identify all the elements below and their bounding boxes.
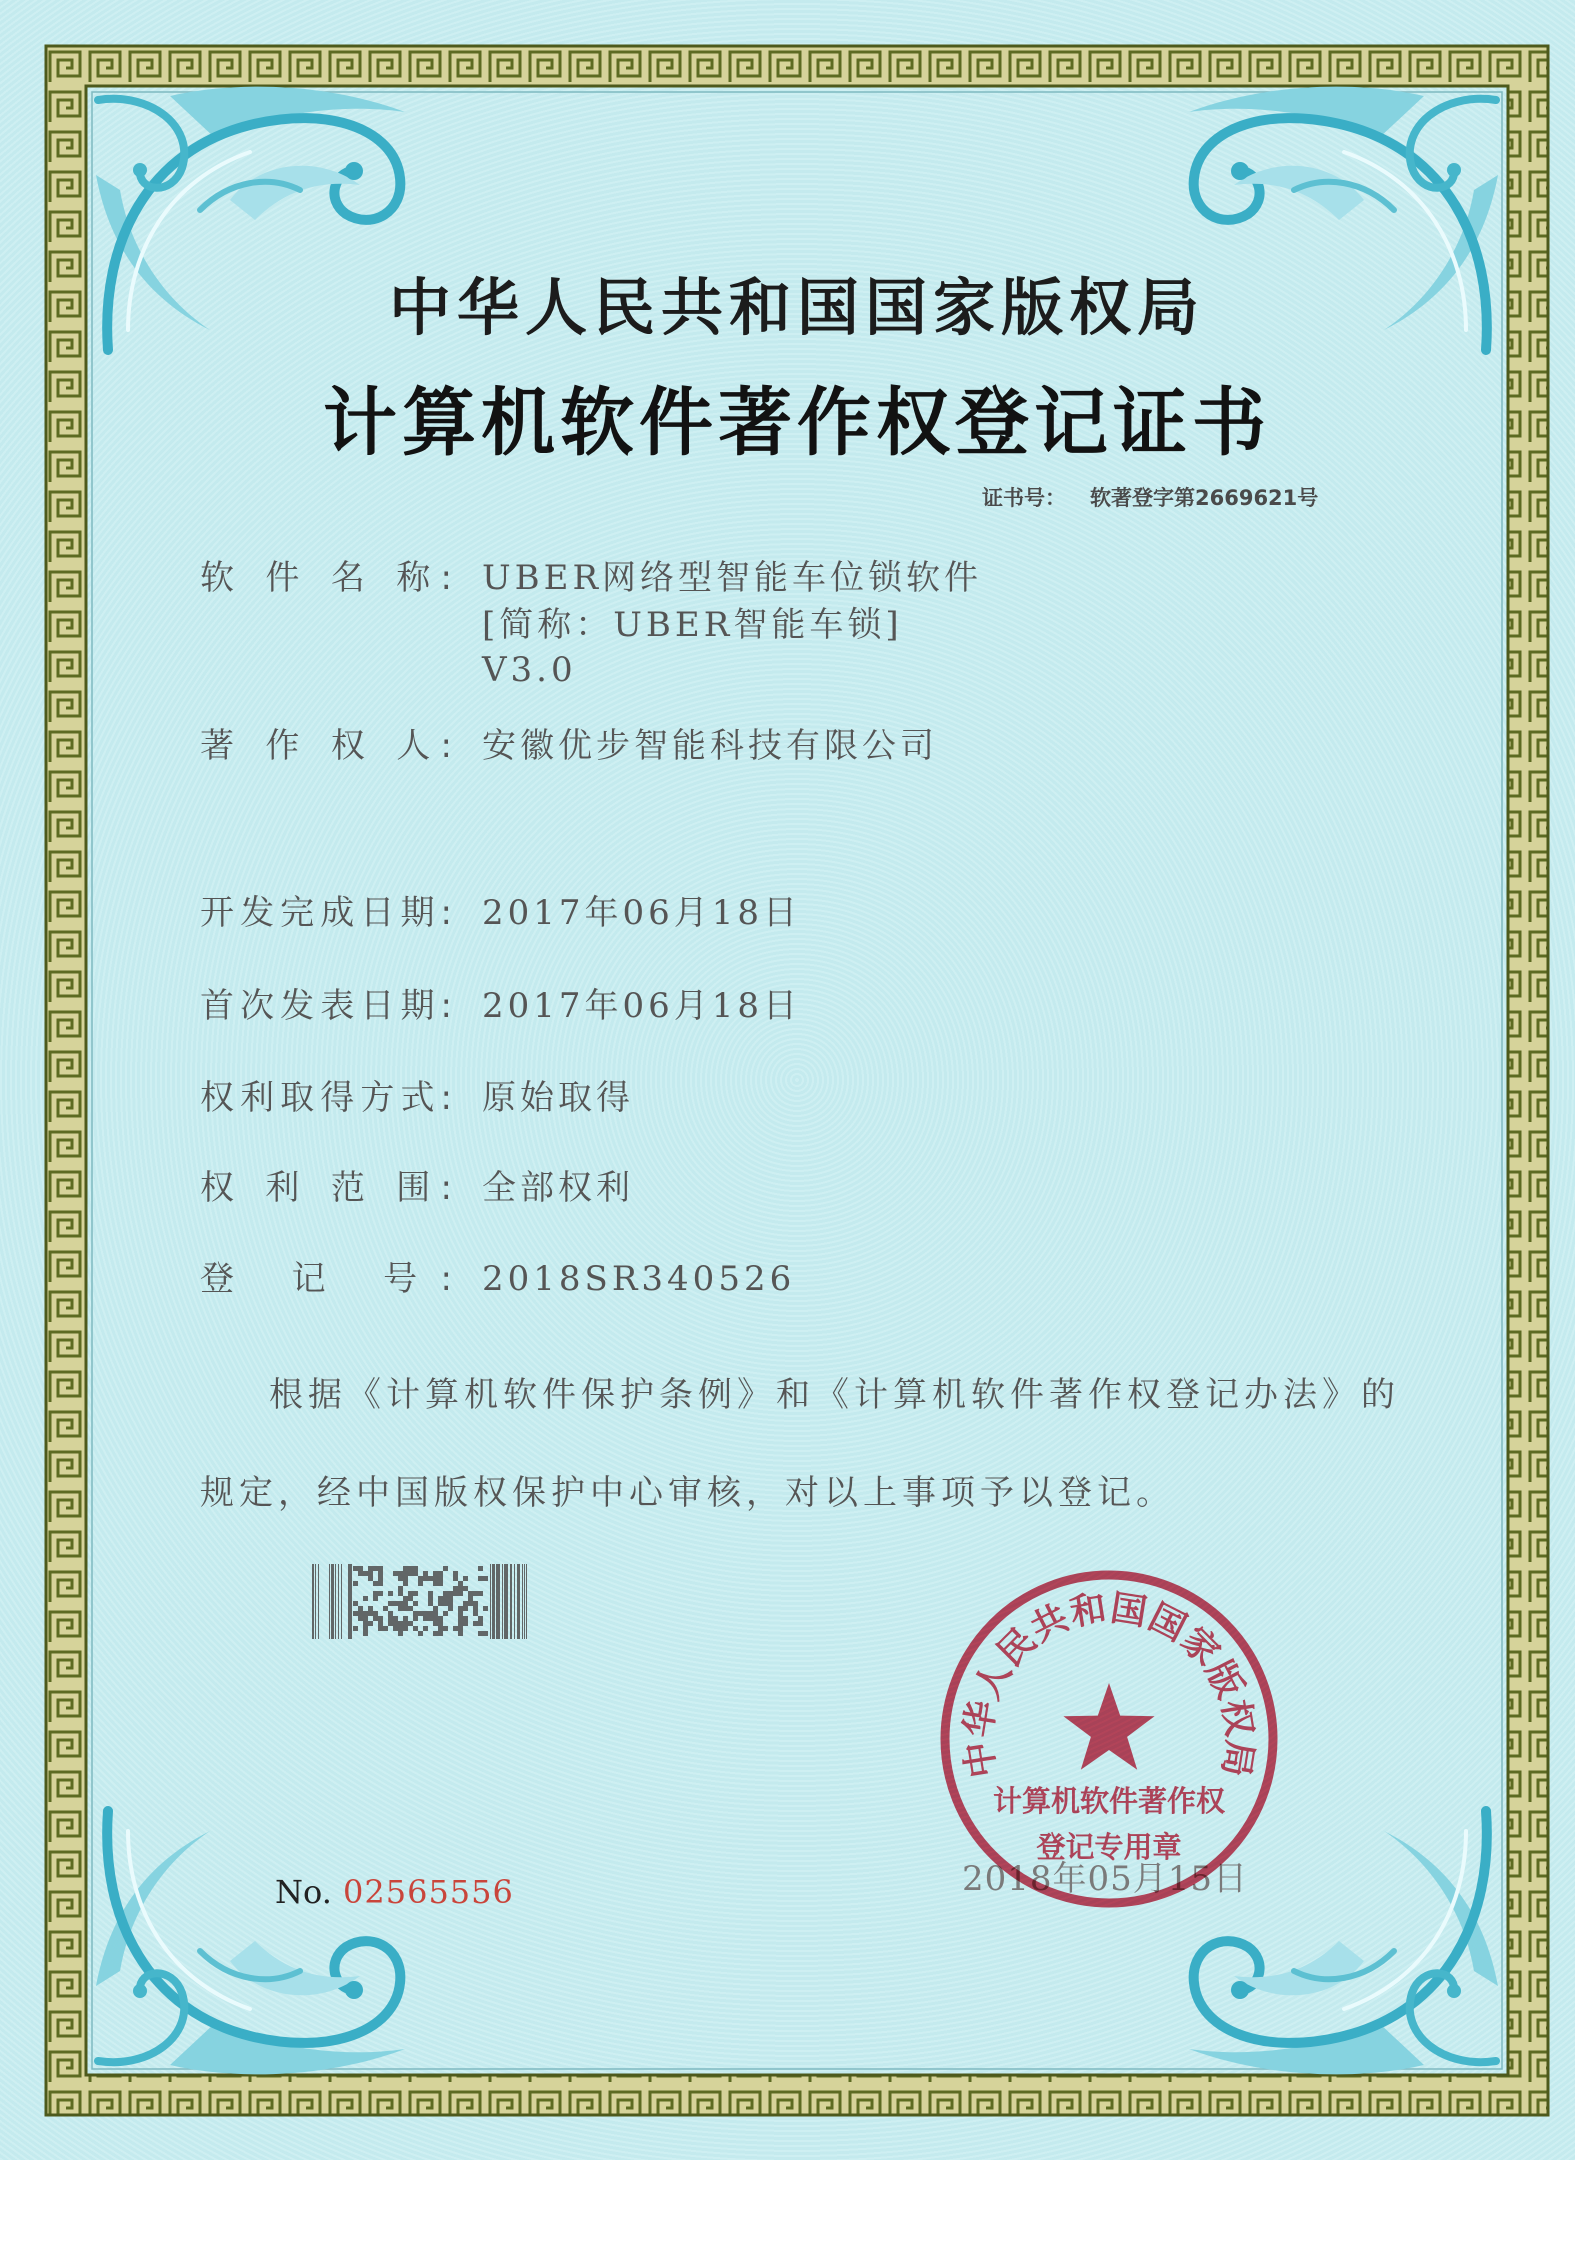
issue-date: 2018年05月15日 bbox=[962, 1859, 1249, 1899]
cert-number: 软著登字第2669621号 bbox=[1090, 486, 1319, 510]
first-publication-date-value: 2017年06月18日 bbox=[482, 986, 802, 1026]
copyright-owner-label: 著 作 权 人: bbox=[200, 726, 452, 766]
statement-line-1: 根据《计算机软件保护条例》和《计算机软件著作权登记办法》的 bbox=[269, 1375, 1400, 1415]
seal-outer-text-path: 中华人民共和国国家版权局 bbox=[957, 1587, 1261, 1781]
first-publication-date-label: 首次发表日期: bbox=[200, 986, 452, 1026]
serial-prefix: No. bbox=[275, 1873, 332, 1911]
registration-number-label: 登 记 号: bbox=[200, 1259, 452, 1299]
cert-number-label: 证书号： bbox=[982, 486, 1066, 510]
registration-number-value: 2018SR340526 bbox=[482, 1259, 796, 1299]
seal-inner-text-2: 登记专用章 bbox=[1036, 1830, 1182, 1864]
copyright-owner-value: 安徽优步智能科技有限公司 bbox=[482, 726, 938, 766]
issuer-title: 中华人民共和国国家版权局 bbox=[388, 271, 1205, 344]
software-version: V3.0 bbox=[482, 650, 577, 690]
rights-scope-label: 权 利 范 围: bbox=[200, 1168, 452, 1208]
software-short-name: [简称：UBER智能车锁] bbox=[482, 605, 903, 645]
rights-scope-value: 全部权利 bbox=[482, 1168, 634, 1208]
certificate-title: 计算机软件著作权登记证书 bbox=[323, 380, 1271, 466]
acquisition-method-value: 原始取得 bbox=[482, 1078, 634, 1118]
completion-date-label: 开发完成日期: bbox=[200, 893, 452, 933]
seal-inner-text-1: 计算机软件著作权 bbox=[992, 1784, 1226, 1818]
acquisition-method-label: 权利取得方式: bbox=[200, 1078, 452, 1118]
serial-number: 02565556 bbox=[343, 1873, 514, 1911]
statement-line-2: 规定，经中国版权保护中心审核，对以上事项予以登记。 bbox=[200, 1473, 1175, 1513]
star-icon bbox=[1063, 1683, 1154, 1770]
software-name-value: UBER网络型智能车位锁软件 bbox=[482, 558, 983, 598]
completion-date-value: 2017年06月18日 bbox=[482, 893, 802, 933]
software-name-label: 软 件 名 称: bbox=[200, 558, 452, 598]
official-seal bbox=[945, 1575, 1273, 1903]
